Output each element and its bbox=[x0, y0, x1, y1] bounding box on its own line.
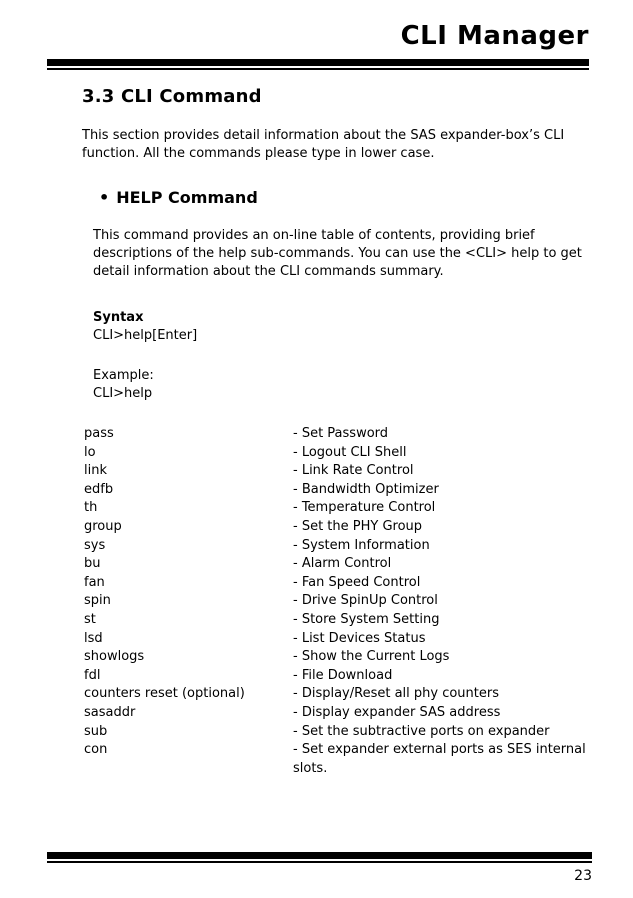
page-content bbox=[0, 70, 633, 779]
command-name: con bbox=[84, 742, 108, 758]
command-name: sub bbox=[84, 723, 108, 739]
command-name: pass bbox=[84, 426, 114, 442]
command-row bbox=[84, 704, 609, 723]
command-description: - Logout CLI Shell bbox=[293, 444, 407, 460]
footer-rule-thick bbox=[47, 852, 592, 859]
command-row bbox=[84, 444, 609, 463]
help-command-description: This command provides an on-line table of contents, providing brief descriptions of the help sub-commands. You can use the <CLI> help to get detail information about the CLI commands summary. bbox=[93, 228, 582, 280]
command-description: - Set the PHY Group bbox=[293, 519, 423, 534]
header-rule-thick bbox=[47, 59, 589, 66]
command-row bbox=[84, 667, 609, 686]
command-description: - Link Rate Control bbox=[293, 463, 414, 479]
command-row bbox=[84, 555, 609, 574]
command-name: group bbox=[84, 519, 122, 534]
example-value: CLI>help bbox=[93, 386, 153, 402]
command-name: fan bbox=[84, 574, 105, 590]
command-description: - Display/Reset all phy counters bbox=[293, 686, 500, 702]
page-footer bbox=[47, 852, 592, 884]
page-header bbox=[0, 0, 633, 70]
command-description: - Drive SpinUp Control bbox=[293, 593, 438, 609]
command-description: - Set the subtractive ports on expander bbox=[293, 723, 550, 739]
section-intro-paragraph: This section provides detail information about the SAS expander-box’s CLI function. All the commands please type in lower case. bbox=[82, 127, 565, 161]
command-description: - File Download bbox=[293, 667, 393, 683]
command-row bbox=[84, 741, 609, 778]
command-description: - Temperature Control bbox=[293, 500, 436, 516]
command-row bbox=[84, 481, 609, 500]
command-name: spin bbox=[84, 593, 111, 609]
page-number: 23 bbox=[574, 868, 592, 884]
command-name: lsd bbox=[84, 630, 103, 646]
bullet-icon: • bbox=[99, 188, 110, 208]
command-name: bu bbox=[84, 556, 101, 572]
command-name: counters reset (optional) bbox=[84, 686, 245, 702]
command-description: - Bandwidth Optimizer bbox=[293, 481, 439, 497]
section-heading: 3.3 CLI Command bbox=[82, 85, 262, 107]
command-description: - Set expander external ports as SES internal slots. bbox=[293, 742, 586, 776]
command-name: showlogs bbox=[84, 649, 145, 665]
command-row bbox=[84, 648, 609, 667]
command-description: - List Devices Status bbox=[293, 630, 426, 646]
command-description: - Alarm Control bbox=[293, 556, 392, 572]
command-row bbox=[84, 518, 609, 537]
command-row bbox=[84, 723, 609, 742]
command-name: sasaddr bbox=[84, 704, 136, 720]
command-row bbox=[84, 499, 609, 518]
command-row bbox=[84, 611, 609, 630]
syntax-value: CLI>help[Enter] bbox=[93, 328, 198, 344]
command-row bbox=[84, 685, 609, 704]
command-description: - System Information bbox=[293, 537, 430, 553]
command-name: link bbox=[84, 463, 107, 479]
command-description: - Store System Setting bbox=[293, 611, 440, 627]
command-description: - Show the Current Logs bbox=[293, 649, 450, 665]
footer-rule-thin bbox=[47, 861, 592, 863]
command-row bbox=[84, 537, 609, 556]
command-name: lo bbox=[84, 444, 96, 460]
syntax-label: Syntax bbox=[93, 310, 144, 326]
example-label: Example: bbox=[93, 368, 154, 384]
command-row bbox=[84, 630, 609, 649]
command-list bbox=[84, 425, 609, 778]
command-row bbox=[84, 574, 609, 593]
command-name: th bbox=[84, 500, 98, 516]
command-row bbox=[84, 592, 609, 611]
command-name: edfb bbox=[84, 481, 114, 497]
command-description: - Set Password bbox=[293, 426, 389, 442]
help-command-heading-label: HELP Command bbox=[116, 188, 258, 208]
command-description: - Fan Speed Control bbox=[293, 574, 421, 590]
command-name: st bbox=[84, 611, 96, 627]
help-command-block bbox=[93, 188, 609, 403]
command-row bbox=[84, 425, 609, 444]
command-description: - Display expander SAS address bbox=[293, 704, 501, 720]
command-name: sys bbox=[84, 537, 106, 553]
command-name: fdl bbox=[84, 667, 101, 683]
command-row bbox=[84, 462, 609, 481]
document-title: CLI Manager bbox=[400, 21, 589, 51]
help-command-heading bbox=[99, 188, 609, 207]
